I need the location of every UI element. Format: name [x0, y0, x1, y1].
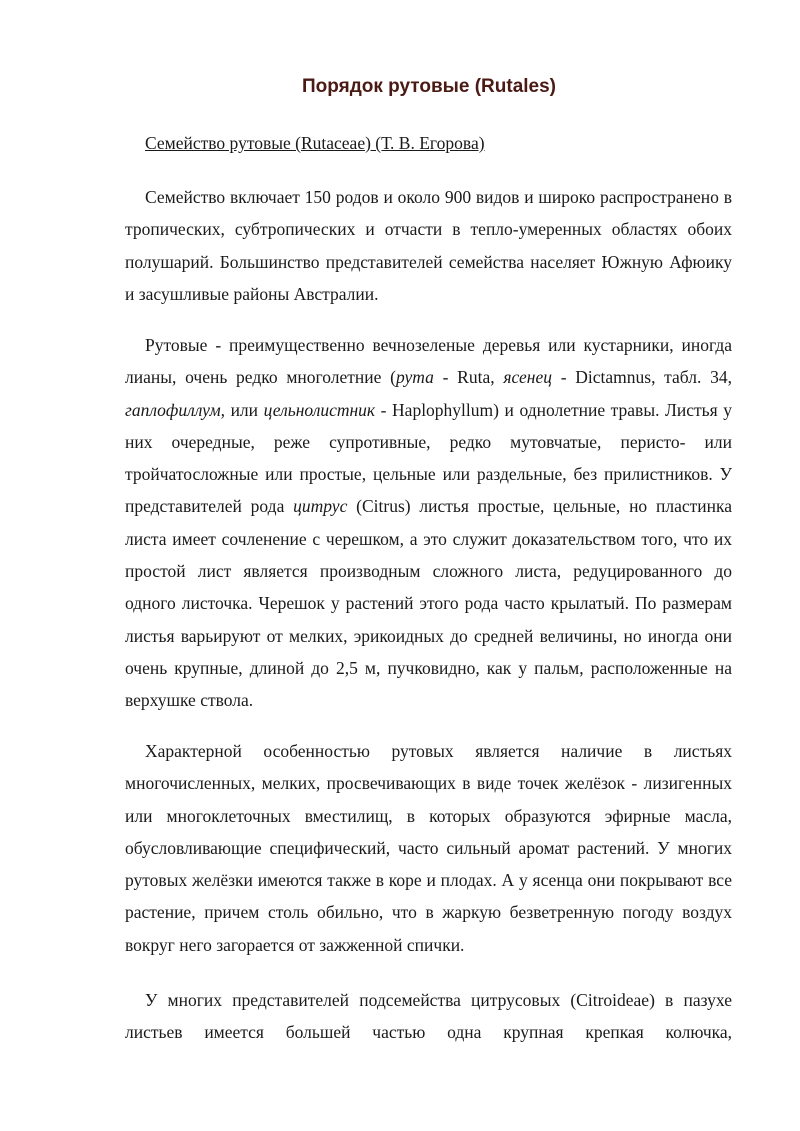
paragraph-citroideae: У многих представителей подсемейства цитрусовых (Citroideae) в пазухе листьев имеется большей частью одна крупная крепкая колючка, — [125, 990, 732, 1043]
latin-genus-ruta-ru: рута — [395, 367, 434, 388]
text-run: - Dictamnus, табл. 34, — [551, 367, 732, 388]
genus-haplophyllum-ru: гаплофиллум, — [125, 399, 226, 420]
page-title: Порядок рутовые (Rutales) — [301, 76, 556, 97]
genus-yasenets: ясенец — [503, 367, 552, 388]
paragraph-family-overview: Семейство включает 150 родов и около 900 видов и широко распространено в тропических, субтропических и отчасти в тепло-умеренных областях обоих полушарий. Большинство представителей семейства населяет Южную Афюику и засушливые районы Австралии. — [125, 187, 732, 304]
text-run: - Haplophyllum) и однолетние травы. Листья у них очередные, реже супротивные, редко мутовчатые, перисто- или тройчатосложные или простые, цельные или раздельные, без прилистников. У представителей рода — [125, 399, 732, 517]
paragraph-glands: Характерной особенностью рутовых является наличие в листьях многочисленных, мелких, просвечивающих в виде точек желёзок - лизигенных или многоклеточных вместилищ, в которых образуются эфирные масла, обусловливающие специфический, часто сильный аромат растений. У многих рутовых желёзки имеются также в коре и плодах. А у ясенца они покрывают все растение, причем столь обильно, что в жаркую безветренную погоду воздух вокруг него загорается от зажженной спички. — [125, 741, 732, 955]
text-run: Рутовые - преимущественно вечнозеленые деревья или кустарники, иногда лианы, очень редко многолетние ( — [125, 335, 732, 388]
text-run: - Ruta, — [433, 367, 504, 388]
section-subtitle: Семейство рутовые (Rutaceae) (Т. В. Егорова) — [145, 133, 485, 153]
text-run: (Citrus) листья простые, цельные, но пластинка листа имеет сочленение с черешком, а это служит доказательством того, что их простой лист является производным сложного листа, редуцированного до одного листочка. Черешок у растений этого рода часто крылатый. По размерам листья варьируют от мелких, эрикоидных до средней величины, но иногда они очень крупные, длиной до 2,5 м, пучковидно, как у пальм, расположенные на верхушке ствола. — [125, 496, 733, 711]
paragraph-life-forms-leaves — [125, 329, 732, 717]
genus-citrus-ru: цитрус — [293, 496, 348, 517]
text-run: или — [225, 399, 264, 420]
genus-tselnolistnik: цельнолистник — [263, 399, 376, 420]
